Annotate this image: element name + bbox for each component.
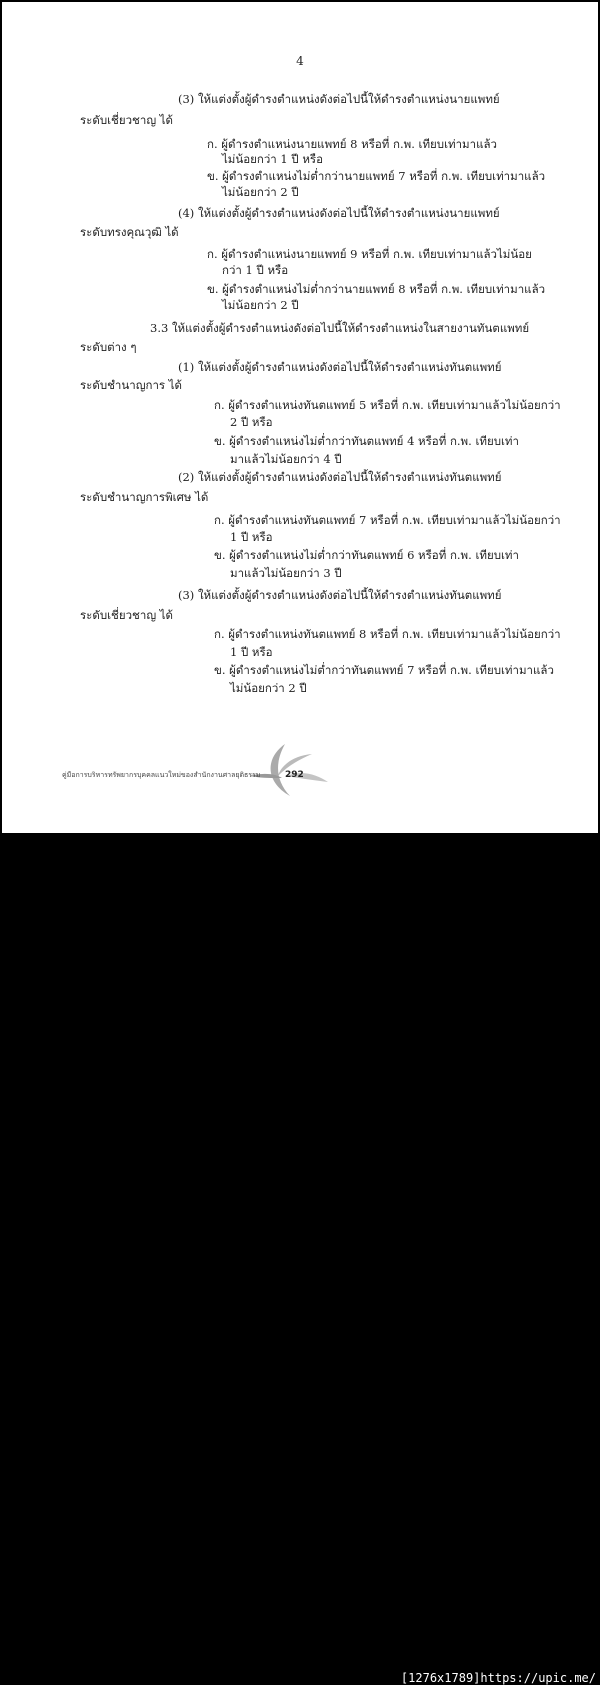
footer-title: คู่มือการบริหารทรัพยากรบุคคลแนวใหม่ของสำนักงานศาลยุติธรรม bbox=[62, 771, 261, 779]
list-item: ก. ผู้ดำรงตำแหน่งนายแพทย์ 9 หรือที่ ก.พ. เทียบเท่ามาแล้วไม่น้อย bbox=[207, 247, 532, 261]
list-item: ก. ผู้ดำรงตำแหน่งนายแพทย์ 8 หรือที่ ก.พ. เทียบเท่ามาแล้ว bbox=[207, 137, 498, 151]
watermark-text: [1276x1789]https://upic.me/ bbox=[400, 1671, 596, 1685]
list-item-cont: ไม่น้อยกว่า 2 ปี bbox=[222, 298, 299, 312]
list-item-cont: มาแล้วไม่น้อยกว่า 4 ปี bbox=[230, 452, 342, 466]
list-item-cont: 1 ปี หรือ bbox=[230, 530, 273, 544]
footer-page-number: 292 bbox=[285, 770, 304, 780]
paragraph-line: (3) ให้แต่งตั้งผู้ดำรงตำแหน่งดังต่อไปนี้ให้ดำรงตำแหน่งทันตแพทย์ bbox=[178, 588, 502, 602]
list-item-cont: ไม่น้อยกว่า 2 ปี bbox=[230, 681, 307, 695]
paragraph-line: ระดับเชี่ยวชาญ ได้ bbox=[80, 113, 174, 127]
list-item: ข. ผู้ดำรงตำแหน่งไม่ต่ำกว่าทันตแพทย์ 4 หรือที่ ก.พ. เทียบเท่า bbox=[214, 434, 519, 448]
list-item-cont: 1 ปี หรือ bbox=[230, 645, 273, 659]
paragraph-line: (3) ให้แต่งตั้งผู้ดำรงตำแหน่งดังต่อไปนี้ให้ดำรงตำแหน่งนายแพทย์ bbox=[178, 92, 500, 106]
list-item-cont: มาแล้วไม่น้อยกว่า 3 ปี bbox=[230, 566, 342, 580]
paragraph-line: (4) ให้แต่งตั้งผู้ดำรงตำแหน่งดังต่อไปนี้ให้ดำรงตำแหน่งนายแพทย์ bbox=[178, 206, 500, 220]
list-item: ข. ผู้ดำรงตำแหน่งไม่ต่ำกว่าทันตแพทย์ 6 หรือที่ ก.พ. เทียบเท่า bbox=[214, 548, 519, 562]
list-item: ข. ผู้ดำรงตำแหน่งไม่ต่ำกว่านายแพทย์ 7 หรือที่ ก.พ. เทียบเท่ามาแล้ว bbox=[207, 169, 546, 183]
list-item-cont: ไม่น้อยกว่า 1 ปี หรือ bbox=[222, 152, 323, 166]
list-item-cont: กว่า 1 ปี หรือ bbox=[222, 263, 289, 277]
paragraph-line: ระดับเชี่ยวชาญ ได้ bbox=[80, 608, 174, 622]
paragraph-line: ระดับต่าง ๆ bbox=[80, 340, 137, 354]
document-page bbox=[2, 2, 598, 833]
watermark-bar bbox=[0, 835, 600, 1685]
list-item-cont: 2 ปี หรือ bbox=[230, 415, 273, 429]
list-item: ก. ผู้ดำรงตำแหน่งทันตแพทย์ 5 หรือที่ ก.พ. เทียบเท่ามาแล้วไม่น้อยกว่า bbox=[214, 398, 561, 412]
list-item-cont: ไม่น้อยกว่า 2 ปี bbox=[222, 185, 299, 199]
paragraph-line: ระดับชำนาญการ ได้ bbox=[80, 378, 183, 392]
list-item: ข. ผู้ดำรงตำแหน่งไม่ต่ำกว่านายแพทย์ 8 หรือที่ ก.พ. เทียบเท่ามาแล้ว bbox=[207, 282, 546, 296]
page-number: 4 bbox=[296, 54, 304, 68]
list-item: ก. ผู้ดำรงตำแหน่งทันตแพทย์ 8 หรือที่ ก.พ. เทียบเท่ามาแล้วไม่น้อยกว่า bbox=[214, 627, 561, 641]
paragraph-line: (1) ให้แต่งตั้งผู้ดำรงตำแหน่งดังต่อไปนี้ให้ดำรงตำแหน่งทันตแพทย์ bbox=[178, 360, 502, 374]
paragraph-line: ระดับทรงคุณวุฒิ ได้ bbox=[80, 225, 179, 239]
paragraph-line: ระดับชำนาญการพิเศษ ได้ bbox=[80, 490, 209, 504]
paragraph-line: (2) ให้แต่งตั้งผู้ดำรงตำแหน่งดังต่อไปนี้ให้ดำรงตำแหน่งทันตแพทย์ bbox=[178, 470, 502, 484]
list-item: ก. ผู้ดำรงตำแหน่งทันตแพทย์ 7 หรือที่ ก.พ. เทียบเท่ามาแล้วไม่น้อยกว่า bbox=[214, 513, 561, 527]
section-heading: 3.3 ให้แต่งตั้งผู้ดำรงตำแหน่งดังต่อไปนี้ให้ดำรงตำแหน่งในสายงานทันตแพทย์ bbox=[150, 321, 530, 335]
list-item: ข. ผู้ดำรงตำแหน่งไม่ต่ำกว่าทันตแพทย์ 7 หรือที่ ก.พ. เทียบเท่ามาแล้ว bbox=[214, 663, 554, 677]
